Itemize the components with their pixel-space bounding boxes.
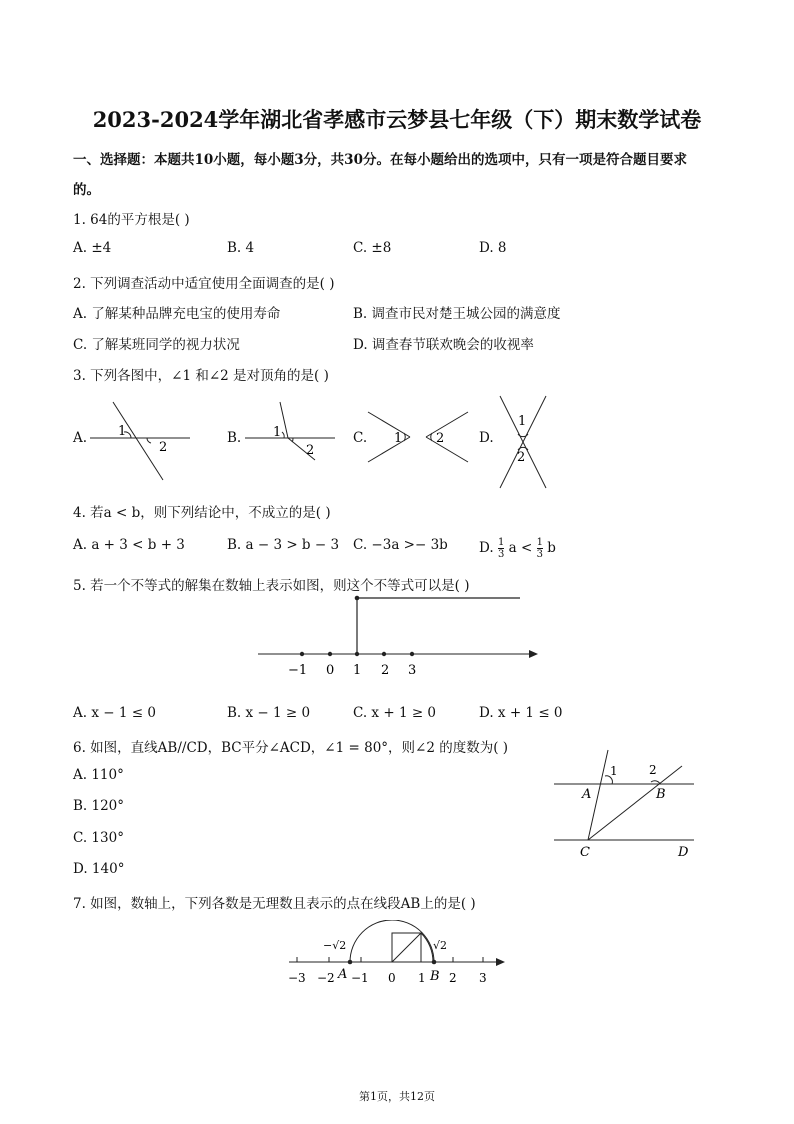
q6-angle-2: 2 bbox=[649, 763, 657, 777]
q3-option-b: B. bbox=[227, 430, 242, 446]
q3-option-a: A. bbox=[73, 430, 88, 446]
q2-option-a: A. 了解某种品牌充电宝的使用寿命 bbox=[73, 306, 281, 322]
q3c-angle-2: 2 bbox=[436, 431, 445, 446]
q5-tick-1: 1 bbox=[353, 663, 362, 678]
q4-option-c: C. −3a >− 3b bbox=[353, 537, 448, 553]
q4d-fraction-1: $\frac{1}{3}$ bbox=[497, 537, 505, 560]
q3c-angle-1: 1 bbox=[394, 431, 403, 446]
q4d-prefix: D. bbox=[479, 540, 494, 556]
q4d-tail: b bbox=[547, 540, 556, 556]
question-2-stem: 2. 下列调查活动中适宜使用全面调查的是( ) bbox=[73, 276, 335, 292]
page-title: 2023-2024学年湖北省孝感市云梦县七年级（下）期末数学试卷 bbox=[92, 107, 702, 132]
q5-point-3 bbox=[382, 652, 386, 656]
section-heading-line2: 的。 bbox=[73, 182, 100, 198]
q5-tick-2: 2 bbox=[381, 663, 390, 678]
q5-tick-3: 3 bbox=[408, 663, 417, 678]
question-1-stem: 1. 64的平方根是( ) bbox=[73, 212, 190, 228]
q4d-fraction-2: $\frac{1}{3}$ bbox=[536, 537, 543, 560]
q4-option-b: B. a − 3 > b − 3 bbox=[227, 537, 340, 553]
q7-root-right: √2 bbox=[433, 939, 448, 952]
q5-point-1 bbox=[328, 652, 332, 656]
q5-option-a: A. x − 1 ≤ 0 bbox=[73, 705, 156, 721]
q7-tick-0: 0 bbox=[388, 971, 396, 985]
q4d-middle: a < bbox=[508, 540, 533, 556]
q3b-angle-1: 1 bbox=[273, 425, 282, 440]
q7-tick-neg2: −2 bbox=[317, 971, 335, 985]
question-6-stem: 6. 如图，直线AB//CD，BC平分∠ACD，∠1 = 80°，则∠2 的度数为( ) bbox=[73, 740, 509, 756]
q1-option-d: D. 8 bbox=[479, 240, 507, 256]
q3-figure-d bbox=[496, 394, 550, 490]
q5-number-line bbox=[250, 590, 550, 680]
q5-point-2 bbox=[355, 652, 359, 656]
q1-option-b: B. 4 bbox=[227, 240, 255, 256]
q1-option-c: C. ±8 bbox=[353, 240, 392, 256]
q2-option-d: D. 调查春节联欢晚会的收视率 bbox=[353, 337, 534, 353]
q7-tick-3: 3 bbox=[479, 971, 487, 985]
q3a-angle-2: 2 bbox=[159, 440, 168, 455]
q6-option-a: A. 110° bbox=[73, 767, 124, 783]
q3-figure-c bbox=[366, 404, 472, 470]
q6-label-d: D bbox=[678, 845, 689, 860]
q6-option-b: B. 120° bbox=[73, 798, 125, 814]
q3d-angle-1: 1 bbox=[518, 414, 527, 429]
q2-option-b: B. 调查市民对楚王城公园的满意度 bbox=[353, 306, 561, 322]
q7-tick-1: 1 bbox=[418, 971, 426, 985]
q5-option-b: B. x − 1 ≥ 0 bbox=[227, 705, 311, 721]
q5-option-c: C. x + 1 ≥ 0 bbox=[353, 705, 437, 721]
q3-option-c: C. bbox=[353, 430, 368, 446]
q3-figure-a bbox=[85, 396, 195, 486]
q6-figure bbox=[548, 742, 698, 862]
q7-tick-neg3: −3 bbox=[288, 971, 306, 985]
q7-number-line bbox=[285, 920, 510, 990]
q2-option-c: C. 了解某班同学的视力状况 bbox=[73, 337, 240, 353]
section-heading-line1: 一、选择题：本题共10小题，每小题3分，共30分。在每小题给出的选项中，只有一项是符合题目要求 bbox=[73, 152, 687, 168]
q7-tick-neg1: −1 bbox=[351, 971, 369, 985]
q4-option-d bbox=[479, 537, 556, 560]
q6-option-d: D. 140° bbox=[73, 861, 125, 877]
q1-option-a: A. ±4 bbox=[73, 240, 112, 256]
q6-option-c: C. 130° bbox=[73, 830, 124, 846]
q7-point-a: A bbox=[338, 967, 348, 982]
page-footer: 第1页，共12页 bbox=[359, 1090, 435, 1103]
q6-angle-1: 1 bbox=[610, 764, 618, 778]
q3-option-d: D. bbox=[479, 430, 494, 446]
question-5-stem: 5. 若一个不等式的解集在数轴上表示如图，则这个不等式可以是( ) bbox=[73, 578, 470, 594]
q7-root-left: −√2 bbox=[323, 939, 347, 952]
q5-point-4 bbox=[410, 652, 414, 656]
q5-tick-neg1: −1 bbox=[288, 663, 308, 678]
question-7-stem: 7. 如图，数轴上，下列各数是无理数且表示的点在线段AB上的是( ) bbox=[73, 896, 476, 912]
q7-tick-2: 2 bbox=[449, 971, 457, 985]
q5-point-0 bbox=[300, 652, 304, 656]
q3d-angle-2: 2 bbox=[517, 450, 526, 465]
q6-label-c: C bbox=[580, 845, 590, 860]
q6-label-a: A bbox=[582, 787, 592, 802]
q3b-angle-2: 2 bbox=[306, 443, 315, 458]
q4-option-a: A. a + 3 < b + 3 bbox=[73, 537, 185, 553]
q3-figure-b bbox=[240, 396, 340, 486]
q5-tick-0: 0 bbox=[326, 663, 335, 678]
q6-label-b: B bbox=[656, 787, 666, 802]
question-4-stem: 4. 若a < b，则下列结论中，不成立的是( ) bbox=[73, 505, 331, 521]
q3a-angle-1: 1 bbox=[118, 424, 127, 439]
question-3-stem: 3. 下列各图中，∠1 和∠2 是对顶角的是( ) bbox=[73, 368, 329, 384]
q5-option-d: D. x + 1 ≤ 0 bbox=[479, 705, 563, 721]
q7-point-b: B bbox=[430, 969, 440, 984]
